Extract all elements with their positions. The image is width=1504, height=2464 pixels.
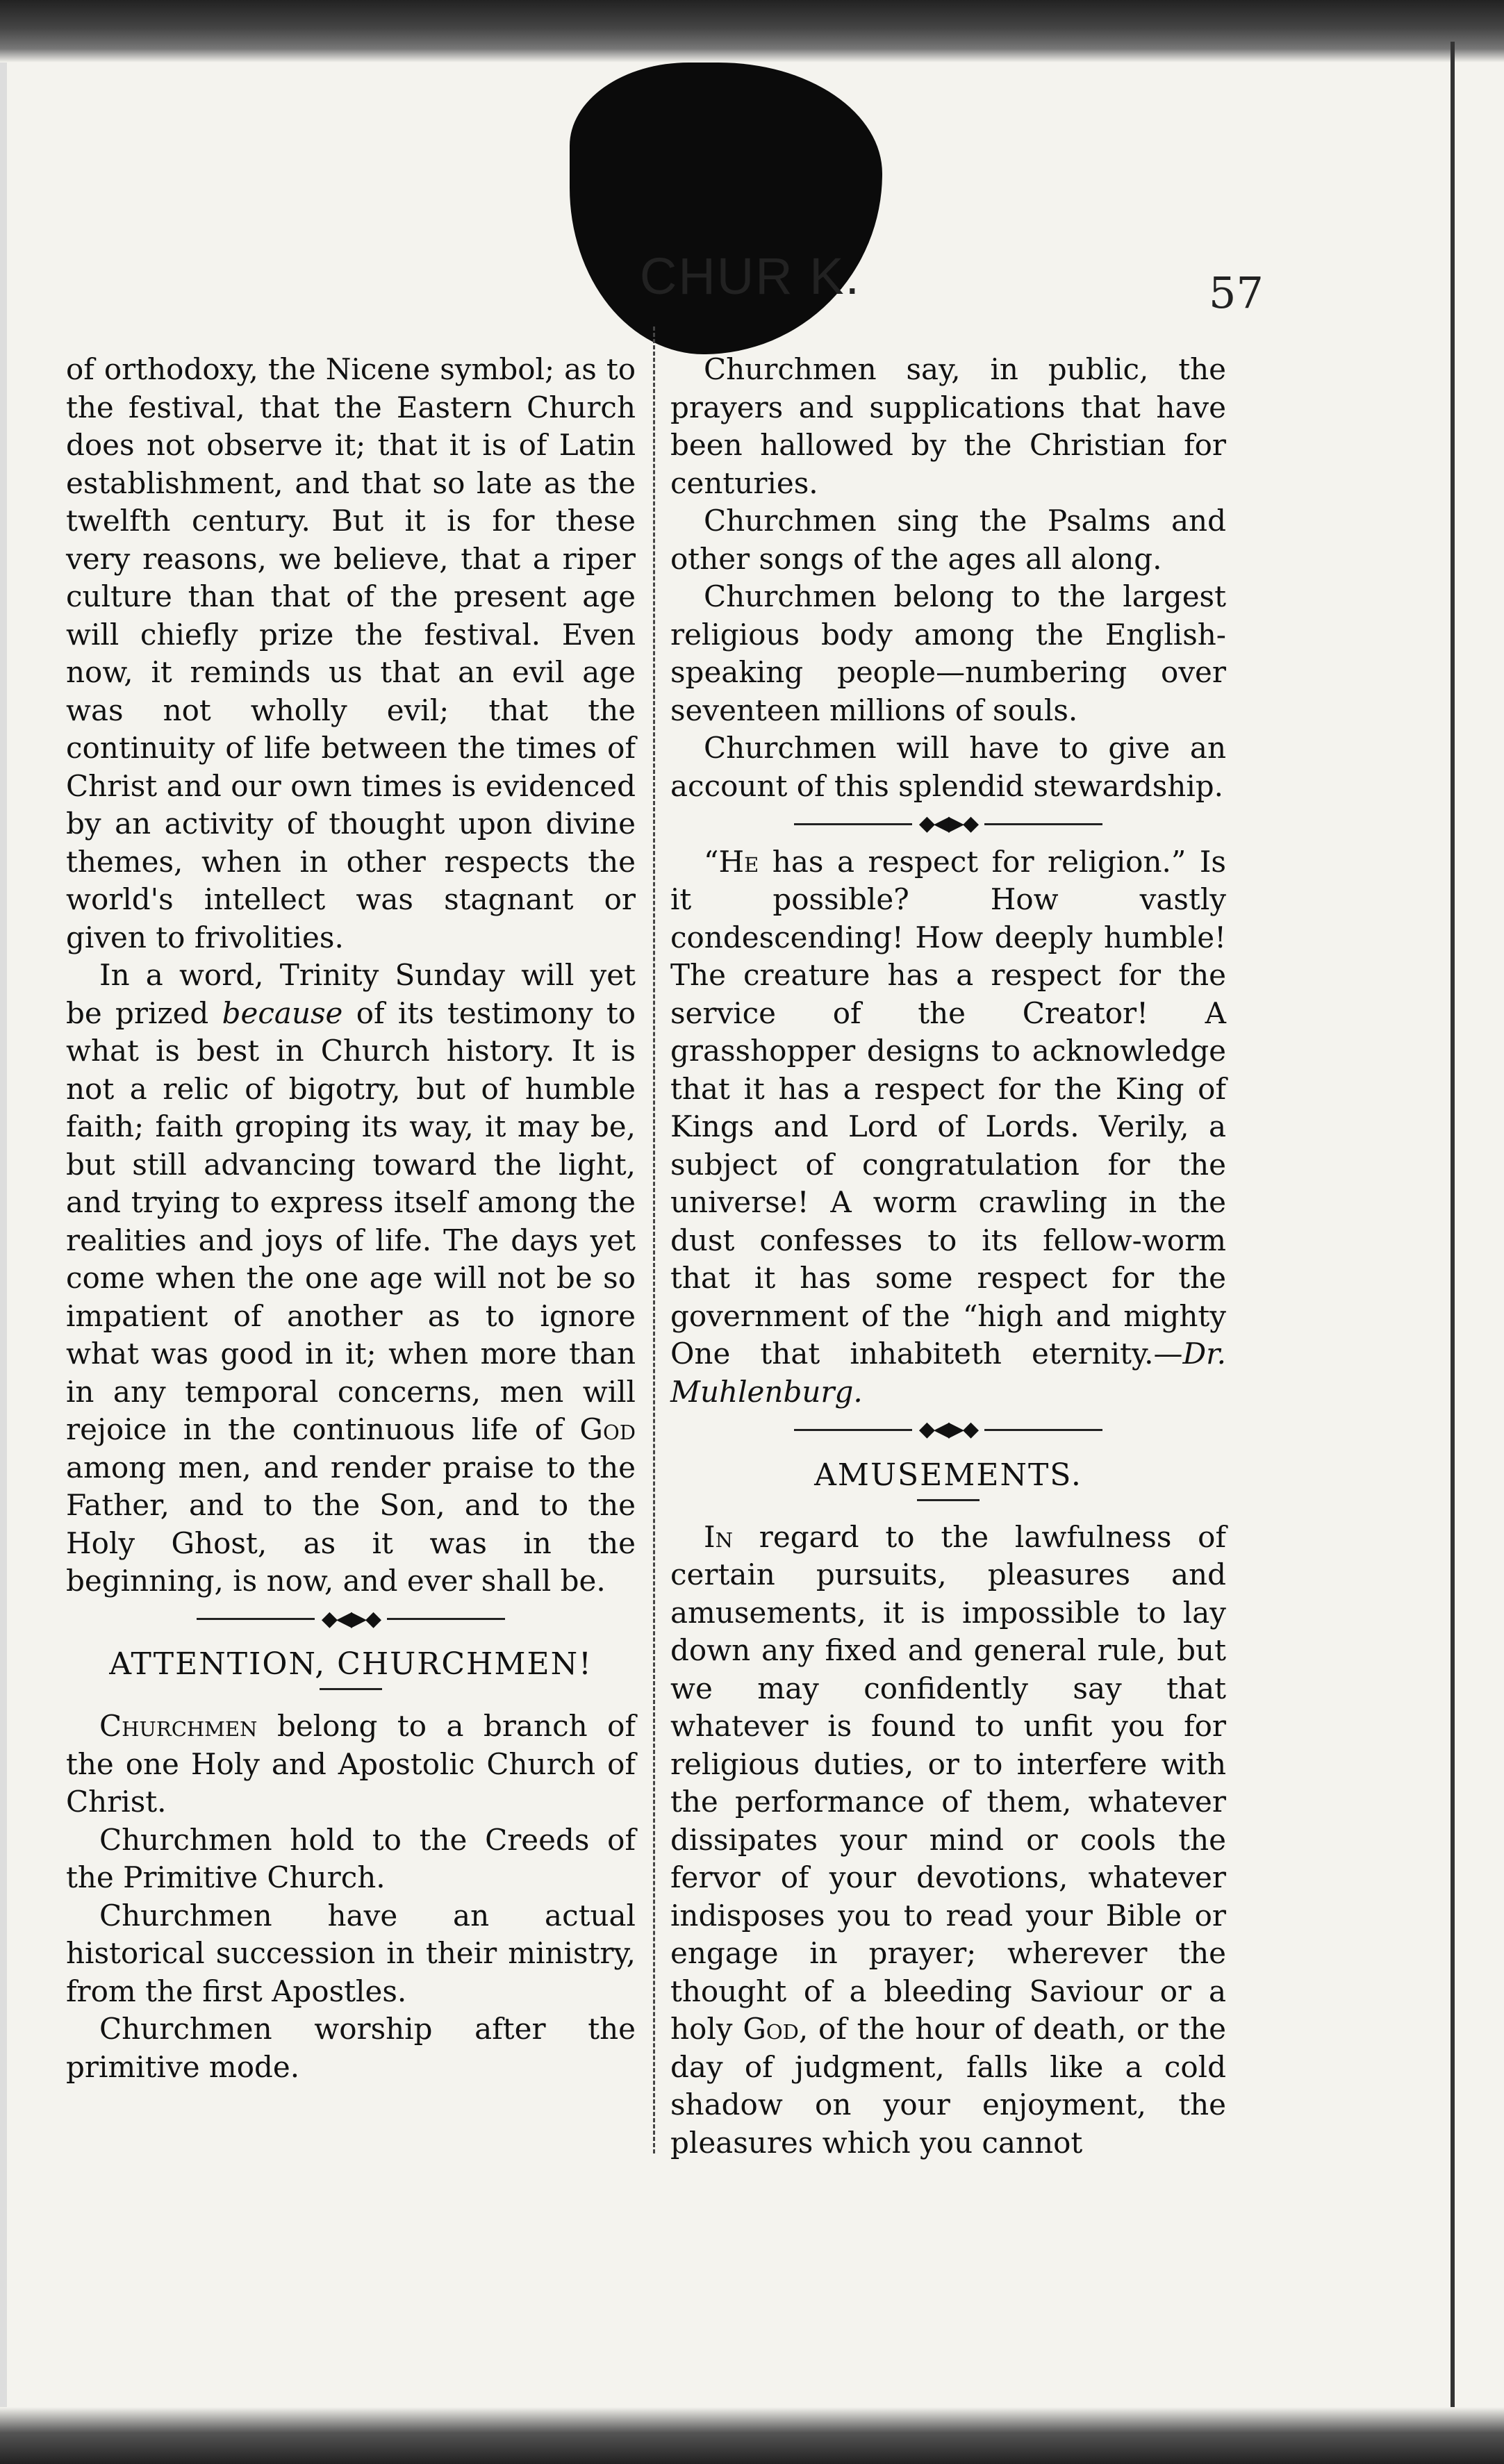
paragraph: Churchmen hold to the Creeds of the Primitive Church.: [66, 1822, 636, 1894]
italic-word: because: [222, 995, 343, 1030]
paragraph: of orthodoxy, the Nicene symbol; as to the festival, that the Eastern Church does not observe it; that it is of Latin establishment, and that so late as the twelfth century. But it is for these very reasons, we believe, that a riper culture than that of the present age will chiefly prize the festival. Even now, it reminds us that an evil age was not wholly evil; that the continuity of life between the times of Christ and our own times is evidenced by an activity of thought upon divine themes, when in other respects the world's intellect was stagnant or given to frivolities.: [66, 352, 636, 954]
ink-blot: [570, 63, 882, 354]
paragraph: “He has a respect for religion.” Is it possible? How vastly condescending! How deeply humble! The creature has a respect for the service of the Creator! A grasshopper designs to acknowledge that it has a respect for the King of Kings and Lord of Lords. Verily, a subject of congratulation for the universe! A worm crawling in the dust confesses to its fellow-worm that it has some respect for the government of the “high and mighty One that inhabiteth eternity.—Dr. Muhlenburg.: [670, 844, 1226, 1409]
paragraph: Churchmen belong to the largest religious body among the English-speaking people—numbering over seventeen millions of souls.: [670, 579, 1226, 727]
attribution: Dr. Muhlenburg.: [670, 1337, 1226, 1409]
right-column: [670, 351, 1226, 2162]
scan-right-edge: [1451, 42, 1455, 2417]
paragraph: In a word, Trinity Sunday will yet be prized because of its testimony to what is best in Church history. It is not a relic of bigotry, but of humble faith; faith groping its way, it may be, but still advancing toward the light, and trying to express itself among the realities and joys of life. The days yet come when the one age will not be so impatient of another as to ignore what was good in it; when more than in any temporal concerns, men will rejoice in the continuous life of God among men, and render praise to the Father, and to the Son, and to the Holy Ghost, as it was in the beginning, is now, and ever shall be.: [66, 958, 636, 1598]
section-heading: AMUSEMENTS.: [670, 1449, 1226, 1501]
section-heading: ATTENTION, CHURCHMEN!: [66, 1638, 636, 1690]
section-separator: ◆◀▶◆: [670, 805, 1226, 843]
running-head: CHUR K.: [639, 247, 861, 305]
paragraph: Churchmen sing the Psalms and other songs of the ages all along.: [670, 504, 1226, 576]
scan-bottom-edge: [0, 2407, 1504, 2464]
paragraph: Churchmen have an actual historical succession in their ministry, from the first Apostles.: [66, 1898, 636, 2008]
scan-left-edge: [0, 63, 7, 2407]
scan-top-edge: [0, 0, 1504, 63]
paragraph: Churchmen will have to give an account of this splendid stewardship.: [670, 731, 1226, 803]
section-separator: ◆◀▶◆: [66, 1601, 636, 1639]
section-separator: ◆◀▶◆: [670, 1411, 1226, 1449]
paragraph: In regard to the lawfulness of certain pursuits, pleasures and amusements, it is impossible to lay down any fixed and general rule, but we may confidently say that whatever is found to unfit you for religious duties, or to interfere with the performance of them, whatever dissipates your mind or cools the fervor of your devotions, whatever indisposes you to read your Bible or engage in prayer; wherever the thought of a bleeding Saviour or a holy God, of the hour of death, or the day of judgment, falls like a cold shadow on your enjoyment, the pleasures which you cannot: [670, 1519, 1226, 2160]
paragraph: Churchmen say, in public, the prayers and supplications that have been hallowed by the Christian for centuries.: [670, 352, 1226, 500]
column-rule: [653, 326, 657, 2153]
paragraph: Churchmen worship after the primitive mode.: [66, 2012, 636, 2084]
left-column: [66, 351, 636, 2086]
page-number: 57: [1209, 267, 1264, 318]
paragraph: Churchmen belong to a branch of the one Holy and Apostolic Church of Christ.: [66, 1709, 636, 1819]
